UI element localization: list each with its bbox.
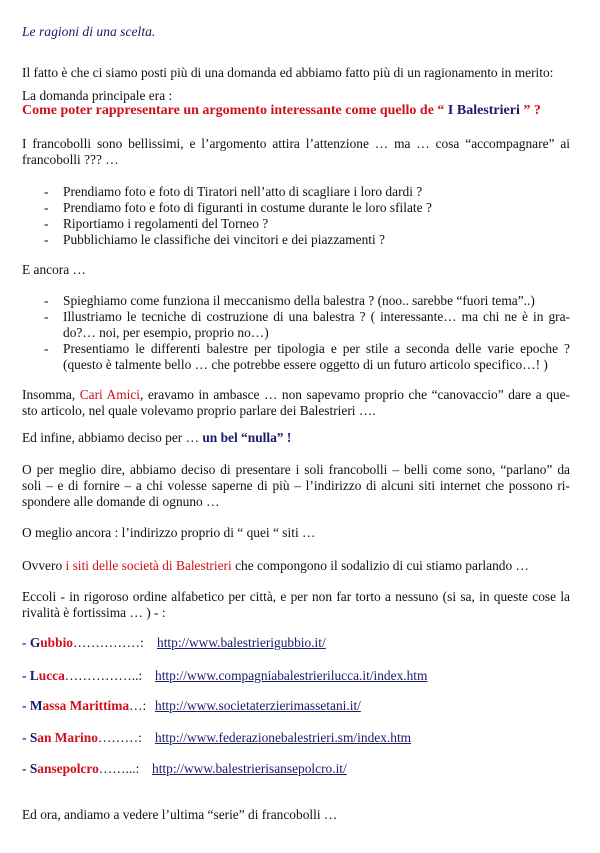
friends-highlight: Cari Amici [79, 387, 140, 402]
paragraph-explanation-line1: O per meglio dire, abbiamo deciso di presentare i soli francobolli – belli come sono, “parlano” da [22, 462, 570, 477]
paragraph-societies: Ovvero i siti delle società di Balestrieri che compongono il sodalizio di cui stiamo parlando … [22, 558, 529, 573]
society-link-sansepolcro[interactable]: http://www.balestrierisansepolcro.it/ [152, 761, 347, 776]
list-item-continuation: do?… noi, per esempio, proprio no…) [63, 325, 269, 340]
society-link-san-marino[interactable]: http://www.federazionebalestrieri.sm/index.htm [155, 730, 412, 745]
and-more-label: E ancora … [22, 262, 86, 277]
bullet-dash: - [44, 216, 49, 231]
paragraph-stamps-line1: I francobolli sono bellissimi, e l’argomento attira l’attenzione … ma … cosa “accompagnare” ai [22, 136, 570, 151]
society-link-row-lucca: - Lucca……………..: [22, 668, 143, 683]
society-link-lucca[interactable]: http://www.compagniabalestrierilucca.it/index.htm [155, 668, 428, 683]
city-name: ubbio [40, 635, 73, 650]
society-link-row-san-marino: - San Marino………: [22, 730, 142, 745]
paragraph-explanation-line2: soli – e di fornire – a chi volesse saperne di più – l’indirizzo di alcuni siti internet che possono ri- [22, 478, 570, 493]
society-link-row-massa-marittima: - Massa Marittima…: [22, 698, 147, 713]
paragraph-decision: Ed infine, abbiamo deciso per … un bel “nulla” ! [22, 430, 292, 445]
list-item: Riportiamo i regolamenti del Torneo ? [63, 216, 269, 231]
bullet-dash: - [44, 293, 49, 308]
paragraph-here-they-are-line1: Eccoli - in rigoroso ordine alfabetico per città, e per non far torto a nessuno (si sa, in queste cose la [22, 589, 570, 604]
list-item: Prendiamo foto e foto di figuranti in costume durante le loro sfilate ? [63, 200, 432, 215]
bullet-dash: - [44, 232, 49, 247]
paragraph-explanation-line3: spondere alle domande di ognuno … [22, 494, 220, 509]
paragraph-here-they-are-line2: rivalità è fortissima … ) - : [22, 605, 166, 620]
city-name: ucca [38, 668, 65, 683]
main-question: Come poter rappresentare un argomento interessante come quello de “ I Balestrieri ” ? [22, 103, 541, 118]
society-link-gubbio[interactable]: http://www.balestrierigubbio.it/ [157, 635, 326, 650]
bullet-dash: - [44, 341, 49, 356]
paragraph-friends-line2: sto articolo, nel quale volevamo proprio parlare dei Balestrieri …. [22, 403, 376, 418]
article-title: Le ragioni di una scelta. [22, 24, 156, 39]
list-item: Spieghiamo come funziona il meccanismo della balestra ? (noo.. sarebbe “fuori tema”..) [63, 293, 535, 308]
bullet-dash: - [44, 200, 49, 215]
question-label: La domanda principale era : [22, 88, 173, 103]
list-item-continuation: (questo è talmente bello … che potrebbe essere oggetto di un futuro articolo specifico…! ) [63, 357, 548, 372]
intro-paragraph: Il fatto è che ci siamo posti più di una domanda ed abbiamo fatto più di un ragionamento in merito: [22, 65, 554, 80]
city-name: ansepolcro [37, 761, 99, 776]
paragraph-stamps-line2: francobolli ??? … [22, 152, 119, 167]
societies-highlight: i siti delle società di Balestrieri [65, 558, 232, 573]
paragraph-friends-line1: Insomma, Cari Amici, eravamo in ambasce … non sapevamo proprio che “canovaccio” dare a que- [22, 387, 570, 402]
list-item: Presentiamo le differenti balestre per tipologia e per stile a seconda delle varie epoche ? [63, 341, 570, 356]
paragraph-better-still: O meglio ancora : l’indirizzo proprio di “ quei “ siti … [22, 525, 316, 540]
list-item: Pubblichiamo le classifiche dei vincitori e dei piazzamenti ? [63, 232, 386, 247]
question-highlight: I Balestrieri [447, 103, 520, 118]
society-link-row-sansepolcro: - Sansepolcro……...: [22, 761, 140, 776]
nothing-highlight: un bel “nulla” ! [202, 430, 292, 445]
closing-paragraph: Ed ora, andiamo a vedere l’ultima “serie” di francobolli … [22, 807, 338, 822]
society-link-row-gubbio: - Gubbio……………: [22, 635, 144, 650]
city-name: assa Marittima [42, 698, 130, 713]
bullet-dash: - [44, 309, 49, 324]
bullet-dash: - [44, 184, 49, 199]
list-item: Illustriamo le tecniche di costruzione di una balestra ? ( interessante… ma chi ne è in gra- [63, 309, 570, 324]
list-item: Prendiamo foto e foto di Tiratori nell’atto di scagliare i loro dardi ? [63, 184, 423, 199]
city-name: an Marino [37, 730, 98, 745]
society-link-massa-marittima[interactable]: http://www.societaterzierimassetani.it/ [155, 698, 361, 713]
